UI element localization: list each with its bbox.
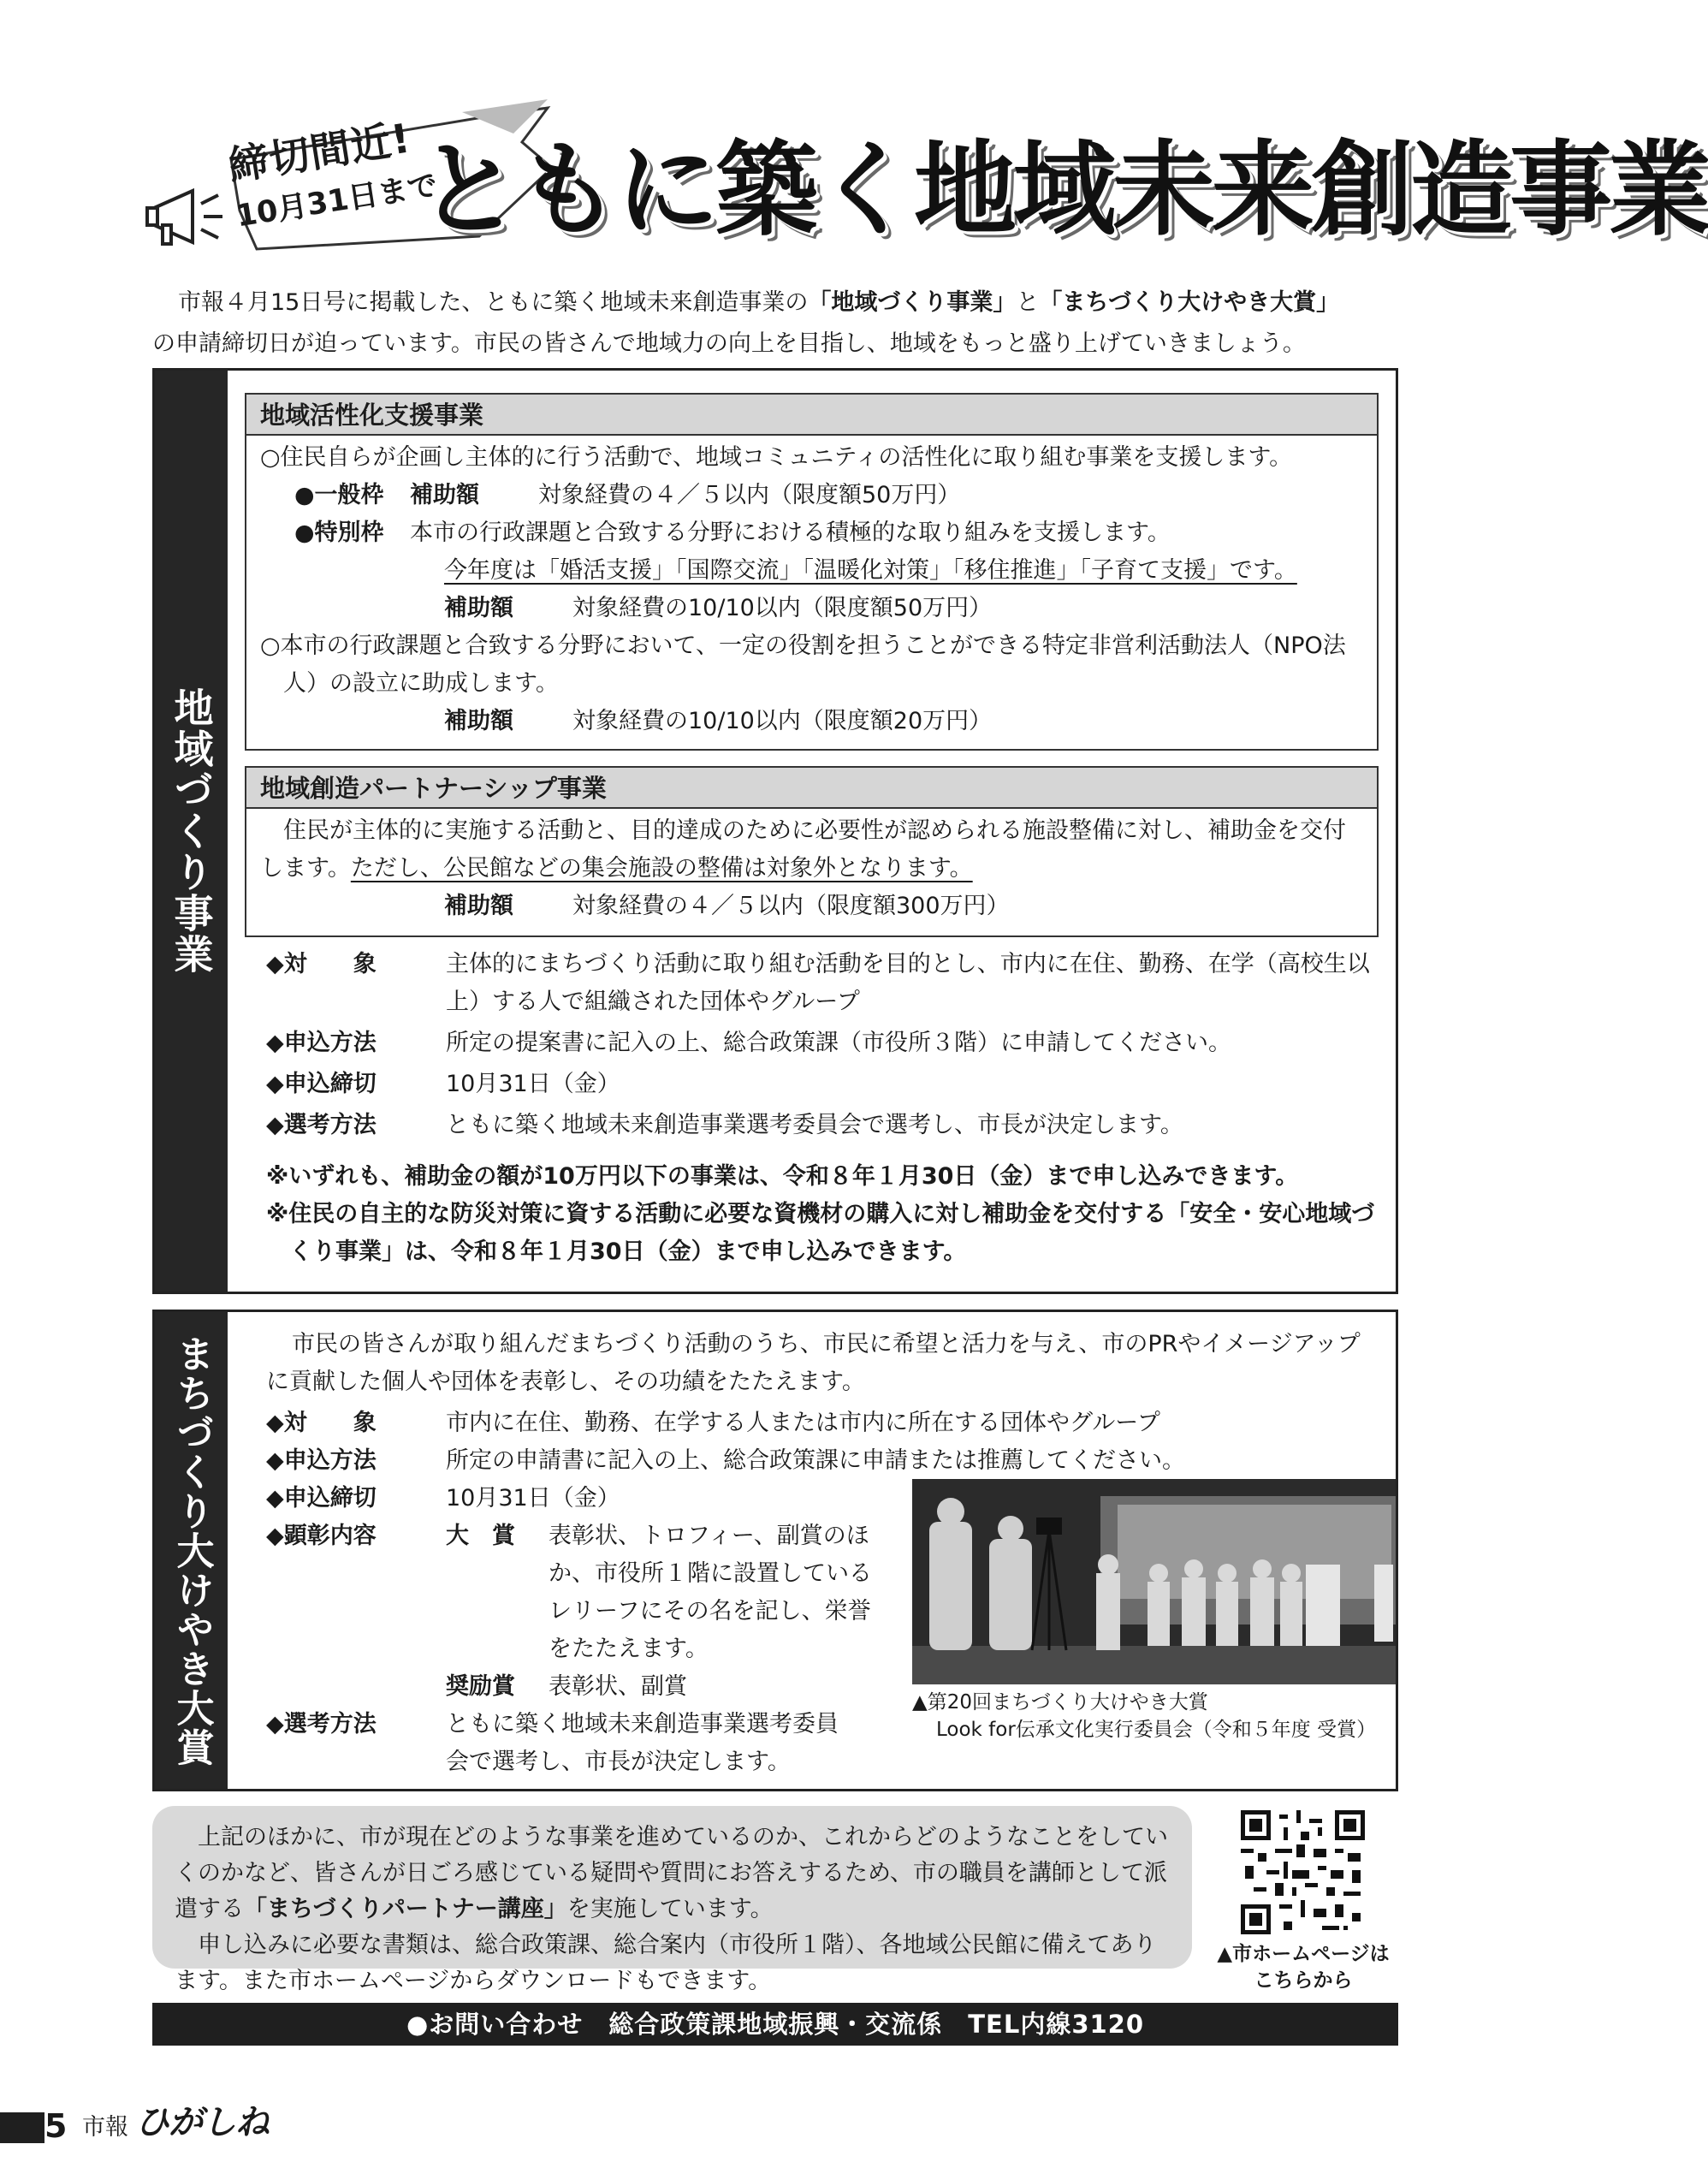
section-side-label: まちづくり大けやき大賞 xyxy=(169,1333,214,1767)
info-text: 上記のほかに、市が現在どのような事業を進めているのか、これからどのようなことをしていくのかなど、皆さんが日ごろ感じている疑問や質問にお答えするため、市の職員を講師として派遣する xyxy=(175,1824,1168,1922)
info-text: 申し込みに必要な書類は、総合政策課、総合案内（市役所１階）、各地域公民館に備えてあります。また市ホームページからダウンロードもできます。 xyxy=(175,1932,1157,1994)
publication-label: 市報 xyxy=(82,2114,128,2141)
megaphone-icon xyxy=(145,182,227,251)
stage-photo-illustration xyxy=(912,1479,1396,1684)
section-keyaki-award xyxy=(152,1310,1398,1791)
subsidy-label: 補助額 xyxy=(444,708,513,734)
info-text: を実施しています。 xyxy=(566,1896,774,1922)
subsidy-label: 補助額 xyxy=(410,482,479,508)
general-frame-value: 対象経費の４／５以内（限度額50万円） xyxy=(538,482,961,508)
photo-caption-line1: ▲第20回まちづくり大けやき大賞 xyxy=(912,1691,1208,1714)
npo-lead: ○本市の行政課題と合致する分野において、一定の役割を担うことができる特定非営利活動法人（NPO法人）の設立に助成します。 xyxy=(260,633,1346,697)
note-item: ※いずれも、補助金の額が10万円以下の事業は、令和８年１月30日（金）まで申し込みできます。 xyxy=(266,1163,1299,1190)
intro-text-c: と xyxy=(1016,289,1040,316)
section-side-bar xyxy=(155,371,228,1292)
npo-value: 対象経費の10/10以内（限度額20万円） xyxy=(572,708,993,734)
general-frame-label: ●一般枠 xyxy=(294,482,384,508)
intro-highlight-2: 「まちづくり大けやき大賞」 xyxy=(1039,289,1340,316)
partner-lecture-info xyxy=(152,1806,1192,1994)
detail-row: ◆選考方法 ともに築く地域未来創造事業選考委員会で選考し、市長が決定します。 xyxy=(266,1711,839,1775)
special-frame-desc: 本市の行政課題と合致する分野における積極的な取り組みを支援します。 xyxy=(410,520,1171,546)
special-frame-label: ●特別枠 xyxy=(294,520,384,546)
encourage-prize-value: 表彰状、副賞 xyxy=(549,1673,687,1700)
publication-name: ひがしね xyxy=(135,2103,269,2142)
detail-row: ◆対 象 市内に在住、勤務、在学する人または市内に所在する団体やグループ xyxy=(266,1410,1160,1436)
award-photo xyxy=(912,1479,1396,1684)
page-number-bar xyxy=(0,2112,44,2143)
intro-highlight-1: 「地域づくり事業」 xyxy=(808,289,1017,316)
detail-row: ◆申込方法 所定の申請書に記入の上、総合政策課に申請または推薦してください。 xyxy=(266,1447,1185,1474)
contact-bar: ●お問い合わせ 総合政策課地域振興・交流係 TEL内線3120 xyxy=(152,2003,1398,2046)
partnership-exclusion: ただし、公民館などの集会施設の整備は対象外となります。 xyxy=(350,855,973,882)
application-details xyxy=(266,946,1379,1148)
box-title: 地域創造パートナーシップ事業 xyxy=(246,768,1377,809)
page-header xyxy=(145,101,1708,272)
award-intro: 市民の皆さんが取り組んだまちづくり活動のうち、市民に希望と活力を与え、市のPRやイメージアップに貢献した個人や団体を表彰し、その功績をたたえます。 xyxy=(266,1331,1361,1395)
special-frame-value: 対象経費の10/10以内（限度額50万円） xyxy=(572,595,993,621)
detail-row: ◆申込締切 10月31日（金） xyxy=(266,1485,620,1512)
subsidy-label: 補助額 xyxy=(444,893,513,919)
detail-row: ◆対 象 主体的にまちづくり活動に取り組む活動を目的とし、市内に在住、勤務、在学（高校生以上）する人で組織された団体やグループ xyxy=(266,951,1370,1015)
grand-prize-label: 大 賞 xyxy=(446,1523,515,1549)
detail-row: ◆申込締切 10月31日（金） xyxy=(266,1071,620,1097)
detail-row: ◆申込方法 所定の提案書に記入の上、総合政策課（市役所３階）に申請してください。 xyxy=(266,1030,1231,1056)
section-side-bar xyxy=(155,1312,228,1789)
intro-text-a: 市報４月15日号に掲載した、ともに築く地域未来創造事業の xyxy=(178,289,809,316)
detail-row: ◆選考方法 ともに築く地域未来創造事業選考委員会で選考し、市長が決定します。 xyxy=(266,1112,1183,1138)
deadline-badge-line2: 10月31日まで xyxy=(234,168,441,235)
detail-row: ◆顕彰内容 大 賞 表彰状、トロフィー、副賞のほか、市役所１階に設置しているレリーフにその名を記し、栄誉をたたえます。 奨励賞 表彰状、副賞 xyxy=(266,1518,1379,1706)
grand-prize-value: 表彰状、トロフィー、副賞のほか、市役所１階に設置しているレリーフにその名を記し、栄誉をたたえます。 xyxy=(549,1523,872,1662)
page-title: ともに築く地域未来創造事業 xyxy=(418,131,1708,250)
photo-caption-line2: Look for伝承文化実行委員会（令和５年度 受賞） xyxy=(936,1719,1377,1741)
photo-caption xyxy=(912,1689,1396,1743)
qr-code-icon[interactable] xyxy=(1241,1810,1365,1934)
info-highlight: 「まちづくりパートナー講座」 xyxy=(244,1896,567,1922)
subsidy-label: 補助額 xyxy=(444,595,513,621)
special-frame-themes: 今年度は「婚活支援」「国際交流」「温暖化対策」「移住推進」「子育て支援」です。 xyxy=(444,557,1297,584)
box-revitalization-support xyxy=(245,393,1379,751)
qr-label: ▲市ホームページはこちらから xyxy=(1217,1943,1390,1992)
partnership-desc: 住民が主体的に実施する活動と、目的達成のために必要性が認められる施設整備に対し、補助金を交付します。 xyxy=(260,817,1346,882)
intro-text xyxy=(152,282,1402,365)
intro-text-line2: の申請締切日が迫っています。市民の皆さんで地域力の向上を目指し、地域をもっと盛り上げていきましょう。 xyxy=(152,330,1306,357)
notes xyxy=(266,1158,1379,1271)
page-number: 5 xyxy=(44,2107,68,2145)
note-item: ※住民の自主的な防災対策に資する活動に必要な資機材の購入に対し補助金を交付する「安全・安心地域づくり事業」は、令和８年１月30日（金）まで申し込みできます。 xyxy=(266,1201,1375,1265)
box-title: 地域活性化支援事業 xyxy=(246,395,1377,436)
box-lead: ○住民自らが企画し主体的に行う活動で、地域コミュニティの活性化に取り組む事業を支援します。 xyxy=(260,444,1293,471)
encourage-prize-label: 奨励賞 xyxy=(446,1673,515,1700)
box-partnership xyxy=(245,766,1379,937)
section-community-projects xyxy=(152,368,1398,1294)
section-side-label: 地域づくり事業 xyxy=(168,687,215,975)
partnership-value: 対象経費の４／５以内（限度額300万円） xyxy=(572,893,1010,919)
deadline-badge-line1: 締切間近! xyxy=(225,115,414,191)
